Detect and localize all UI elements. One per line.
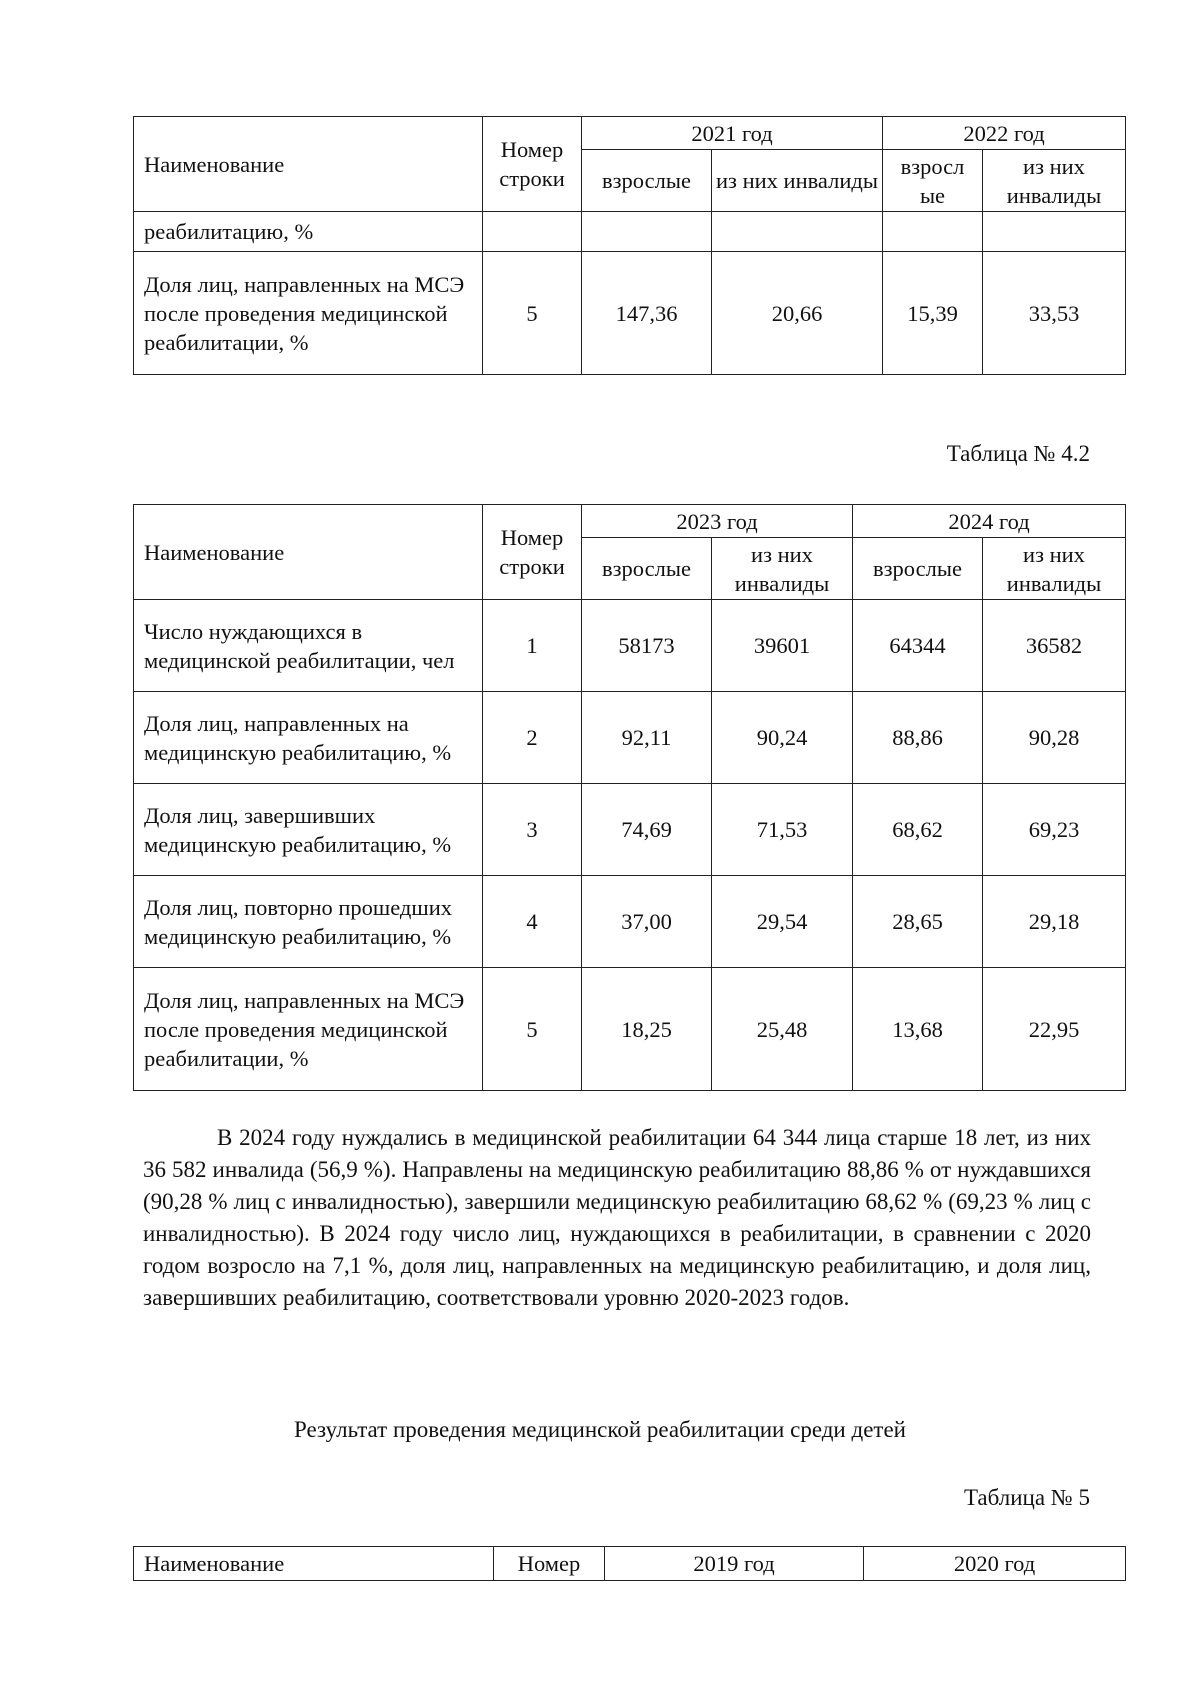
cell-disabled: [712, 212, 883, 252]
summary-paragraph: В 2024 году нуждались в медицинской реабилитации 64 344 лица старше 18 лет, из них 36 582 инвалида (56,9 %). Направлены на медицинскую реабилитацию 88,86 % от нуждавшихся (90,28 % лиц с инвалидностью), завершили медицинскую реабилитацию 68,62 % (69,23 % лиц с инвалидностью). В 2024 году число лиц, нуждающихся в реабилитации, в сравнении с 2020 годом возросло на 7,1 %, доля лиц, направленных на медицинскую реабилитацию, и доля лиц, завершивших реабилитацию, соответствовали уровню 2020-2023 годов.: [143, 1125, 1091, 1310]
row-name: Число нуждающихся в медицинской реабилитации, чел: [134, 600, 483, 692]
row-name: Доля лиц, направленных на МСЭ после проведения медицинской реабилитации, %: [134, 252, 483, 375]
cell-disabled: 29,18: [983, 876, 1126, 968]
row-name: Доля лиц, направленных на МСЭ после проведения медицинской реабилитации, %: [134, 968, 483, 1091]
cell-disabled: 29,54: [712, 876, 853, 968]
table-row: [134, 252, 1126, 375]
row-name: Доля лиц, повторно прошедших медицинскую реабилитацию, %: [134, 876, 483, 968]
header-year-2020: 2020 год: [864, 1547, 1126, 1581]
table-row: [134, 212, 1126, 252]
header-row-number: Номер строки: [483, 505, 582, 600]
row-name: реабилитацию, %: [134, 212, 483, 252]
table-row: [134, 692, 1126, 784]
table-row: [134, 784, 1126, 876]
header-year-2024: 2024 год: [853, 505, 1126, 538]
cell-disabled: [983, 212, 1126, 252]
cell-adults: 13,68: [853, 968, 983, 1091]
cell-disabled: 36582: [983, 600, 1126, 692]
cell-adults: 92,11: [582, 692, 712, 784]
table-row: [134, 600, 1126, 692]
row-number: 1: [483, 600, 582, 692]
section-title: Результат проведения медицинской реабилитации среди детей: [294, 1417, 906, 1442]
row-name: Доля лиц, направленных на медицинскую реабилитацию, %: [134, 692, 483, 784]
header-row-number: Номер: [494, 1547, 605, 1581]
row-number: [483, 212, 582, 252]
header-year-2019: 2019 год: [605, 1547, 864, 1581]
cell-adults: 68,62: [853, 784, 983, 876]
cell-adults: 74,69: [582, 784, 712, 876]
cell-disabled: 90,24: [712, 692, 853, 784]
row-number: 5: [483, 968, 582, 1091]
header-adults: взросл ые: [883, 150, 983, 212]
cell-adults: 64344: [853, 600, 983, 692]
header-disabled: из них инвалиды: [712, 150, 883, 212]
cell-adults: 88,86: [853, 692, 983, 784]
cell-disabled: 39601: [712, 600, 853, 692]
table-caption: Таблица № 5: [963, 1485, 1090, 1510]
header-adults: взрослые: [853, 538, 983, 600]
cell-disabled: 25,48: [712, 968, 853, 1091]
header-disabled: из них инвалиды: [712, 538, 853, 600]
row-name: Доля лиц, завершивших медицинскую реабилитацию, %: [134, 784, 483, 876]
cell-adults: 37,00: [582, 876, 712, 968]
header-name: Наименование: [134, 505, 483, 600]
row-number: 3: [483, 784, 582, 876]
table-4-2: [133, 504, 1126, 1091]
table-caption: Таблица № 4.2: [946, 441, 1090, 466]
table-5: [133, 1546, 1126, 1581]
table-4-1-continuation: [133, 116, 1126, 375]
cell-adults: [582, 212, 712, 252]
header-adults: взрослые: [582, 538, 712, 600]
row-number: 5: [483, 252, 582, 375]
table-row: [134, 876, 1126, 968]
header-year-2022: 2022 год: [883, 117, 1126, 150]
cell-adults: 18,25: [582, 968, 712, 1091]
header-year-2023: 2023 год: [582, 505, 853, 538]
cell-adults: 147,36: [582, 252, 712, 375]
cell-disabled: 90,28: [983, 692, 1126, 784]
row-number: 2: [483, 692, 582, 784]
cell-disabled: 33,53: [983, 252, 1126, 375]
header-row-number: Номер строки: [483, 117, 582, 212]
cell-adults: 58173: [582, 600, 712, 692]
row-number: 4: [483, 876, 582, 968]
table-row: [134, 968, 1126, 1091]
cell-disabled: 71,53: [712, 784, 853, 876]
header-disabled: из них инвалиды: [983, 150, 1126, 212]
cell-disabled: 69,23: [983, 784, 1126, 876]
cell-adults: 28,65: [853, 876, 983, 968]
cell-adults: 15,39: [883, 252, 983, 375]
header-disabled: из них инвалиды: [983, 538, 1126, 600]
header-name: Наименование: [134, 1547, 494, 1581]
cell-disabled: 22,95: [983, 968, 1126, 1091]
cell-disabled: 20,66: [712, 252, 883, 375]
header-year-2021: 2021 год: [582, 117, 883, 150]
header-name: Наименование: [134, 117, 483, 212]
cell-adults: [883, 212, 983, 252]
header-adults: взрослые: [582, 150, 712, 212]
